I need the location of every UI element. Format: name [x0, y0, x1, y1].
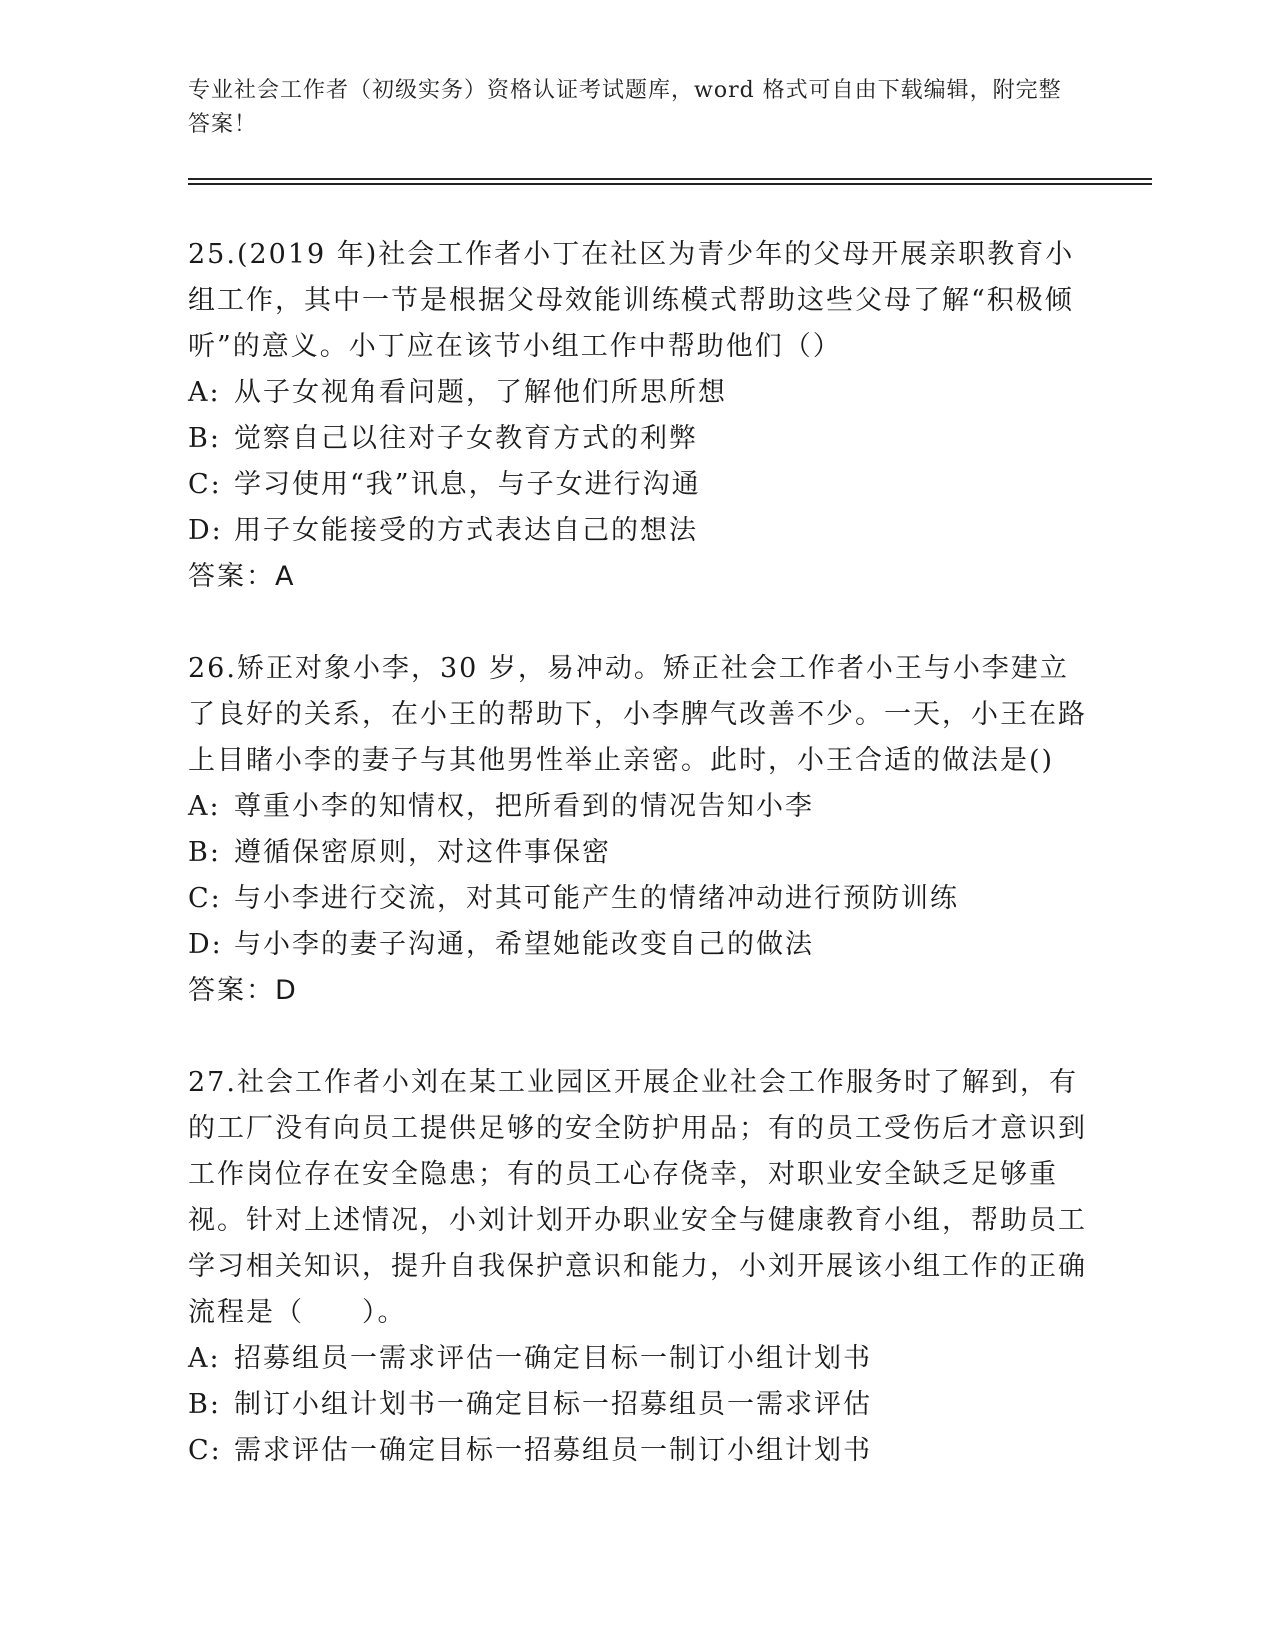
- option-key: A:: [188, 1343, 221, 1374]
- option-b: [188, 830, 1088, 876]
- option-text: 制订小组计划书一确定目标一招募组员一需求评估: [234, 1389, 872, 1420]
- option-text: 从子女视角看问题，了解他们所思所想: [234, 377, 727, 408]
- option-key: B:: [188, 423, 221, 454]
- option-c: [188, 462, 1088, 508]
- option-key: C:: [188, 1435, 222, 1466]
- header-divider-double: [188, 183, 1152, 185]
- option-text: 与小李的妻子沟通，希望她能改变自己的做法: [234, 929, 814, 960]
- option-d: [188, 508, 1088, 554]
- question-25: [188, 232, 1088, 600]
- option-b: [188, 1382, 1088, 1428]
- option-text: 学习使用“我”讯息，与子女进行沟通: [234, 469, 701, 500]
- question-27: [188, 1060, 1088, 1474]
- option-a: [188, 1336, 1088, 1382]
- document-header: 专业社会工作者（初级实务）资格认证考试题库，word 格式可自由下载编辑，附完整答案！: [188, 78, 1062, 137]
- option-text: 用子女能接受的方式表达自己的想法: [234, 515, 698, 546]
- option-key: C:: [188, 883, 222, 914]
- option-text: 遵循保密原则，对这件事保密: [234, 837, 611, 868]
- question-stem: 27.社会工作者小刘在某工业园区开展企业社会工作服务时了解到，有的工厂没有向员工提供足够的安全防护用品；有的员工受伤后才意识到工作岗位存在安全隐患；有的员工心存侥幸，对职业安全缺乏足够重视。针对上述情况，小刘计划开办职业安全与健康教育小组，帮助员工学习相关知识，提升自我保护意识和能力，小刘开展该小组工作的正确流程是（ ）。: [188, 1067, 1087, 1328]
- option-c: [188, 876, 1088, 922]
- option-d: [188, 922, 1088, 968]
- question-list: [188, 232, 1088, 1520]
- option-b: [188, 416, 1088, 462]
- option-key: A:: [188, 791, 221, 822]
- option-key: C:: [188, 469, 222, 500]
- option-text: 需求评估一确定目标一招募组员一制订小组计划书: [234, 1435, 872, 1466]
- answer-line: 答案：A: [188, 561, 296, 592]
- question-stem: 25.(2019 年)社会工作者小丁在社区为青少年的父母开展亲职教育小组工作，其中一节是根据父母效能训练模式帮助这些父母了解“积极倾听”的意义。小丁应在该节小组工作中帮助他们（）: [188, 239, 1075, 362]
- option-key: D:: [188, 515, 223, 546]
- option-text: 觉察自己以往对子女教育方式的利弊: [234, 423, 698, 454]
- option-key: B:: [188, 837, 221, 868]
- option-c: [188, 1428, 1088, 1474]
- question-stem: 26.矫正对象小李，30 岁，易冲动。矫正社会工作者小王与小李建立了良好的关系，在小王的帮助下，小李脾气改善不少。一天，小王在路上目睹小李的妻子与其他男性举止亲密。此时，小王合适的做法是(): [188, 653, 1087, 776]
- option-text: 与小李进行交流，对其可能产生的情绪冲动进行预防训练: [234, 883, 959, 914]
- option-a: [188, 370, 1088, 416]
- question-26: [188, 646, 1088, 1014]
- header-divider: [188, 178, 1152, 180]
- option-key: A:: [188, 377, 221, 408]
- option-text: 尊重小李的知情权，把所看到的情况告知小李: [234, 791, 814, 822]
- answer-line: 答案：D: [188, 975, 298, 1006]
- option-key: D:: [188, 929, 223, 960]
- option-a: [188, 784, 1088, 830]
- option-key: B:: [188, 1389, 221, 1420]
- option-text: 招募组员一需求评估一确定目标一制订小组计划书: [234, 1343, 872, 1374]
